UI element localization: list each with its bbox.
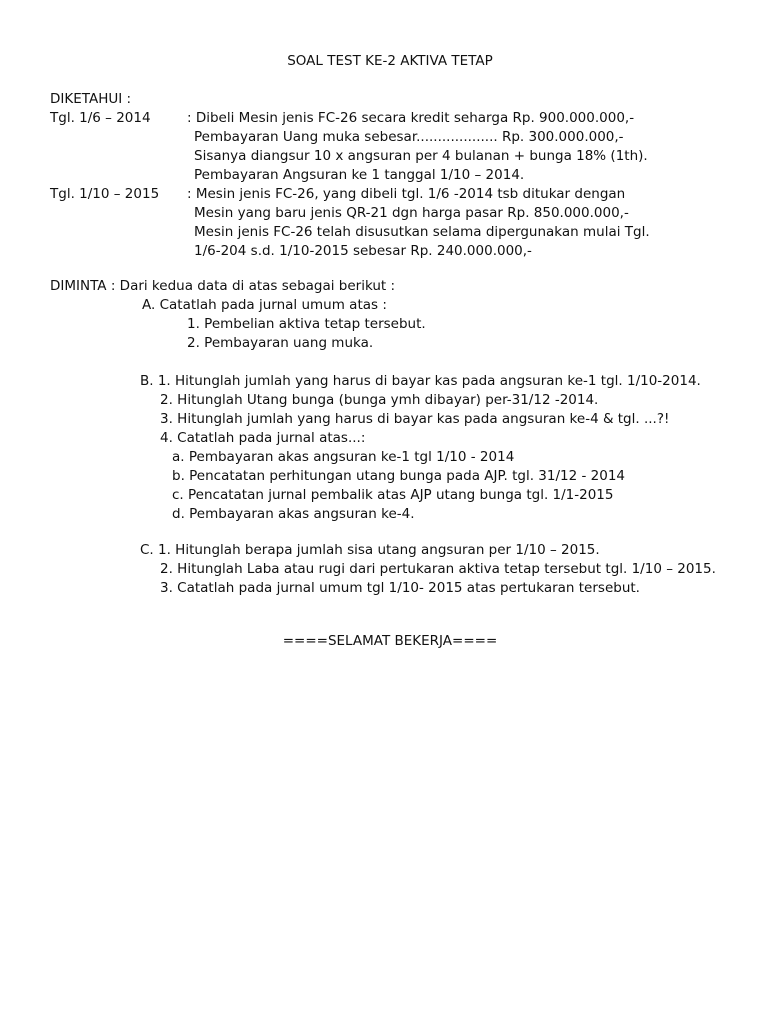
date1-line-2: Pembayaran Uang muka sebesar................... Rp. 300.000.000,-	[194, 129, 624, 145]
footer-text: ====SELAMAT BEKERJA====	[282, 633, 498, 649]
section-b-item-1: B. 1. Hitunglah jumlah yang harus di bayar kas pada angsuran ke-1 tgl. 1/10-2014.	[140, 373, 701, 389]
section-a-item-1: 1. Pembelian aktiva tetap tersebut.	[187, 316, 426, 332]
section-a-item-2: 2. Pembayaran uang muka.	[187, 335, 374, 351]
section-b-sub-c: c. Pencatatan jurnal pembalik atas AJP utang bunga tgl. 1/1-2015	[172, 487, 614, 503]
date2-line-2: Mesin yang baru jenis QR-21 dgn harga pasar Rp. 850.000.000,-	[194, 205, 629, 221]
date1-line-3: Sisanya diangsur 10 x angsuran per 4 bulanan + bunga 18% (1th).	[194, 148, 648, 164]
date1-line-4: Pembayaran Angsuran ke 1 tanggal 1/10 – 2014.	[194, 167, 525, 183]
section-b-item-4: 4. Catatlah pada jurnal atas...:	[160, 430, 366, 446]
section-b-sub-d: d. Pembayaran akas angsuran ke-4.	[172, 506, 415, 522]
section-c-item-1: C. 1. Hitunglah berapa jumlah sisa utang angsuran per 1/10 – 2015.	[140, 542, 600, 558]
section-c-item-3: 3. Catatlah pada jurnal umum tgl 1/10- 2015 atas pertukaran tersebut.	[160, 580, 640, 596]
document-title: SOAL TEST KE-2 AKTIVA TETAP	[287, 53, 493, 69]
date2-line-4: 1/6-204 s.d. 1/10-2015 sebesar Rp. 240.000.000,-	[194, 243, 532, 259]
date1-line-1: : Dibeli Mesin jenis FC-26 secara kredit seharga Rp. 900.000.000,-	[187, 110, 635, 126]
diminta-heading: DIMINTA : Dari kedua data di atas sebagai berikut :	[50, 278, 396, 294]
date2-line-3: Mesin jenis FC-26 telah disusutkan selama dipergunakan mulai Tgl.	[194, 224, 650, 240]
section-b-item-2: 2. Hitunglah Utang bunga (bunga ymh dibayar) per-31/12 -2014.	[160, 392, 599, 408]
date-label-1: Tgl. 1/6 – 2014	[50, 110, 151, 126]
diketahui-heading: DIKETAHUI :	[50, 91, 132, 107]
section-a-label: A. Catatlah pada jurnal umum atas :	[142, 297, 387, 313]
section-b-sub-a: a. Pembayaran akas angsuran ke-1 tgl 1/10 - 2014	[172, 449, 515, 465]
section-b-item-3: 3. Hitunglah jumlah yang harus di bayar kas pada angsuran ke-4 & tgl. ...?!	[160, 411, 670, 427]
section-c-item-2: 2. Hitunglah Laba atau rugi dari pertukaran aktiva tetap tersebut tgl. 1/10 – 2015.	[160, 561, 716, 577]
date-label-2: Tgl. 1/10 – 2015	[50, 186, 160, 202]
section-b-sub-b: b. Pencatatan perhitungan utang bunga pada AJP. tgl. 31/12 - 2014	[172, 468, 626, 484]
date2-line-1: : Mesin jenis FC-26, yang dibeli tgl. 1/6 -2014 tsb ditukar dengan	[187, 186, 626, 202]
